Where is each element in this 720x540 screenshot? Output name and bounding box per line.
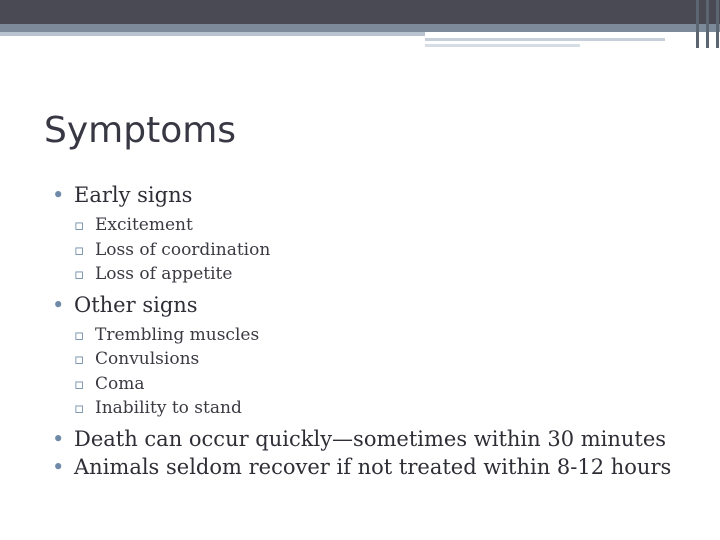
bullet-text: Death can occur quickly—sometimes within 30 minutes: [74, 426, 667, 451]
slide-decor-stripe: [425, 44, 580, 47]
bullet-dot-icon: •: [52, 454, 65, 479]
sub-bullet-text: Loss of appetite: [95, 264, 233, 284]
sub-bullet-item: [52, 372, 712, 397]
slide-corner-decor: [694, 0, 720, 48]
sub-bullet-square-icon: ▫: [74, 350, 85, 368]
sub-bullet-square-icon: ▫: [74, 374, 85, 393]
bullet-text: Animals seldom recover if not treated within 8-12 hours: [74, 454, 672, 479]
slide-content: [52, 181, 712, 481]
bullet-item: [52, 291, 712, 319]
sub-bullet-item: [52, 396, 712, 421]
sub-bullet-text: Loss of coordination: [95, 239, 271, 260]
slide-top-bar: [0, 0, 720, 24]
bullet-text: Other signs: [74, 292, 198, 317]
bullet-dot-icon: •: [52, 292, 65, 317]
slide-decor-stripe: [425, 38, 665, 41]
sub-bullet-text: Convulsions: [95, 349, 200, 369]
sub-bullet-item: [52, 323, 712, 348]
sub-bullet-square-icon: ▫: [74, 240, 85, 259]
sub-bullet-item: [52, 347, 712, 372]
sub-bullet-square-icon: ▫: [74, 216, 85, 234]
slide-title: Symptoms: [44, 110, 237, 151]
bullet-dot-icon: •: [52, 426, 65, 451]
bullet-text: Early signs: [74, 183, 193, 207]
sub-bullet-item: [52, 213, 712, 238]
sub-bullet-text: Coma: [95, 373, 145, 394]
sub-bullet-text: Excitement: [95, 215, 193, 235]
sub-bullet-square-icon: ▫: [74, 399, 85, 417]
bullet-item: [52, 425, 712, 453]
sub-bullet-item: [52, 238, 712, 263]
slide-accent-band: [0, 24, 720, 32]
sub-bullet-square-icon: ▫: [74, 265, 85, 283]
sub-bullet-text: Trembling muscles: [95, 324, 260, 345]
sub-bullet-square-icon: ▫: [74, 325, 85, 344]
bullet-dot-icon: •: [52, 183, 65, 207]
bullet-item: [52, 181, 712, 209]
sub-bullet-item: [52, 262, 712, 287]
bullet-item: [52, 453, 712, 481]
slide-accent-band-light: [0, 32, 425, 36]
sub-bullet-text: Inability to stand: [95, 398, 242, 418]
